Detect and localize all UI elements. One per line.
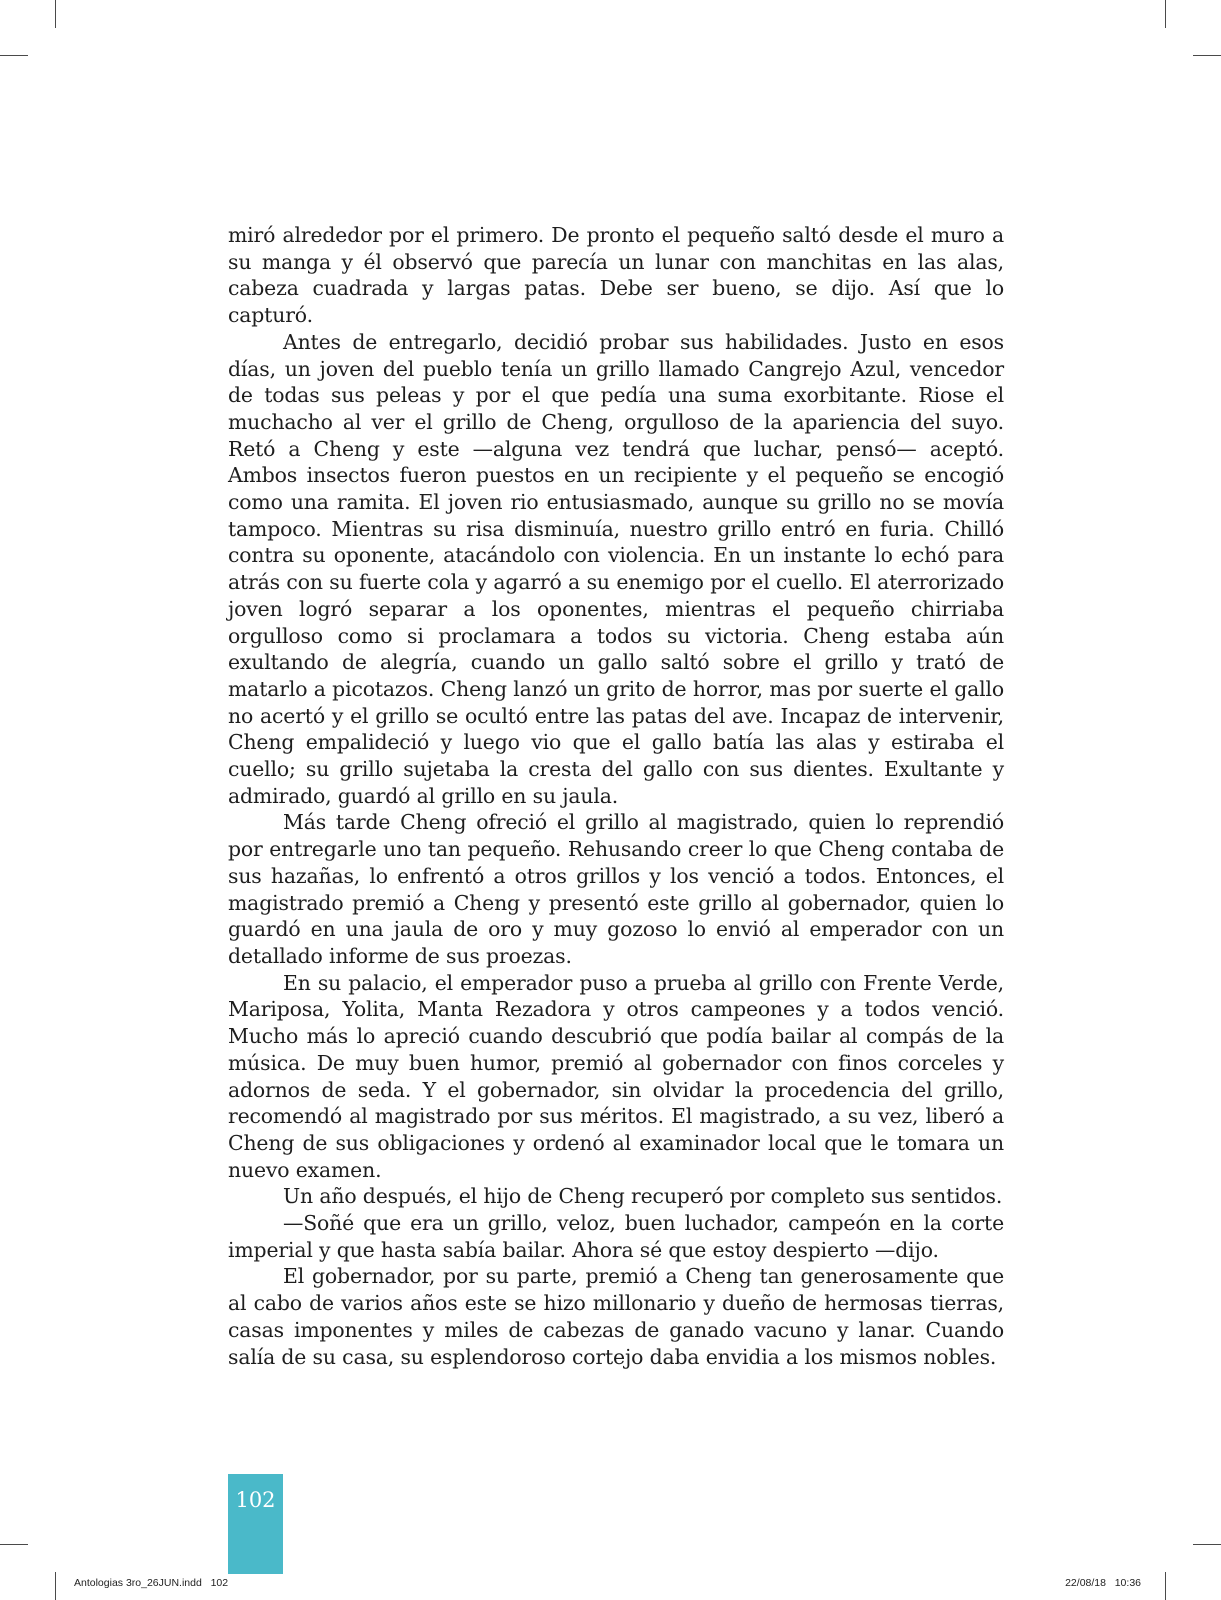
crop-mark-left-bottom [0, 1544, 28, 1545]
paragraph: Más tarde Cheng ofreció el grillo al magistrado, quien lo reprendió por entregarle uno tan pequeño. Rehusando creer lo que Cheng contaba de sus hazañas, lo enfrentó a otros grillos y los venció a todos. Entonces, el magistrado premió a Cheng y presentó este grillo al gobernador, quien lo guardó en una jaula de oro y muy gozoso lo envió al emperador con un detallado informe de sus proezas. [228, 810, 1004, 968]
body-text [228, 222, 1004, 1370]
slug-file-info: Antologias 3ro_26JUN.indd 102 [74, 1577, 229, 1589]
crop-mark-right-bottom [1193, 1544, 1221, 1545]
page-number: 102 [235, 1488, 276, 1512]
crop-mark-top-left [55, 0, 56, 28]
crop-mark-top-right [1165, 0, 1166, 28]
slug-datetime: 22/08/18 10:36 [1065, 1577, 1141, 1589]
paragraph: miró alrededor por el primero. De pronto el pequeño saltó desde el muro a su manga y él observó que parecía un lunar con manchitas en las alas, cabeza cuadrada y largas patas. Debe ser bueno, se dijo. Así que lo capturó. [228, 223, 1004, 328]
paragraph: En su palacio, el emperador puso a prueba al grillo con Frente Verde, Mariposa, Yolita, Manta Rezadora y otros campeones y a todos venció. Mucho más lo apreció cuando descubrió que podía bailar al compás de la música. De muy buen humor, premió al gobernador con finos corceles y adornos de seda. Y el gobernador, sin olvidar la procedencia del grillo, recomendó al magistrado por sus méritos. El magistrado, a su vez, liberó a Cheng de sus obligaciones y ordenó al examinador local que le tomara un nuevo examen. [228, 970, 1004, 1182]
crop-mark-bottom-left [55, 1572, 56, 1600]
crop-mark-bottom-right [1165, 1572, 1166, 1600]
paragraph: Antes de entregarlo, decidió probar sus habilidades. Justo en esos días, un joven del pueblo tenía un grillo llamado Cangrejo Azul, vencedor de todas sus peleas y por el que pedía una suma exorbitante. Riose el muchacho al ver el grillo de Cheng, orgulloso de la apariencia del suyo. Retó a Cheng y este —alguna vez tendrá que luchar, pensó— aceptó. Ambos insectos fueron puestos en un recipiente y el pequeño se encogió como una ramita. El joven rio entusiasmado, aunque su grillo no se movía tampoco. Mientras su risa disminuía, nuestro grillo entró en furia. Chilló contra su oponente, atacándolo con violencia. En un instante lo echó para atrás con su fuerte cola y agarró a su enemigo por el cuello. El aterrorizado joven logró separar a los oponentes, mientras el pequeño chirriaba orgulloso como si proclamara a todos su victoria. Cheng estaba aún exultando de alegría, cuando un gallo saltó sobre el grillo y trató de matarlo a picotazos. Cheng lanzó un grito de horror, mas por suerte el gallo no acertó y el grillo se ocultó entre las patas del ave. Incapaz de intervenir, Cheng empalideció y luego vio que el gallo batía las alas y estiraba el cuello; su grillo sujetaba la cresta del gallo con sus dientes. Exultante y admirado, guardó al grillo en su jaula. [228, 329, 1004, 808]
paragraph: El gobernador, por su parte, premió a Cheng tan generosamente que al cabo de varios años este se hizo millonario y dueño de hermosas tierras, casas imponentes y miles de cabezas de ganado vacuno y lanar. Cuando salía de su casa, su esplendoroso cortejo daba envidia a los mismos nobles. [228, 1264, 1004, 1369]
paragraph: —Soñé que era un grillo, veloz, buen luchador, campeón en la corte imperial y que hasta sabía bailar. Ahora sé que estoy despierto —dijo. [228, 1211, 1004, 1262]
paragraph: Un año después, el hijo de Cheng recuperó por completo sus sentidos. [283, 1184, 1003, 1209]
page-number-tab [228, 1474, 283, 1574]
crop-mark-left-top [0, 55, 28, 56]
crop-mark-right-top [1193, 55, 1221, 56]
